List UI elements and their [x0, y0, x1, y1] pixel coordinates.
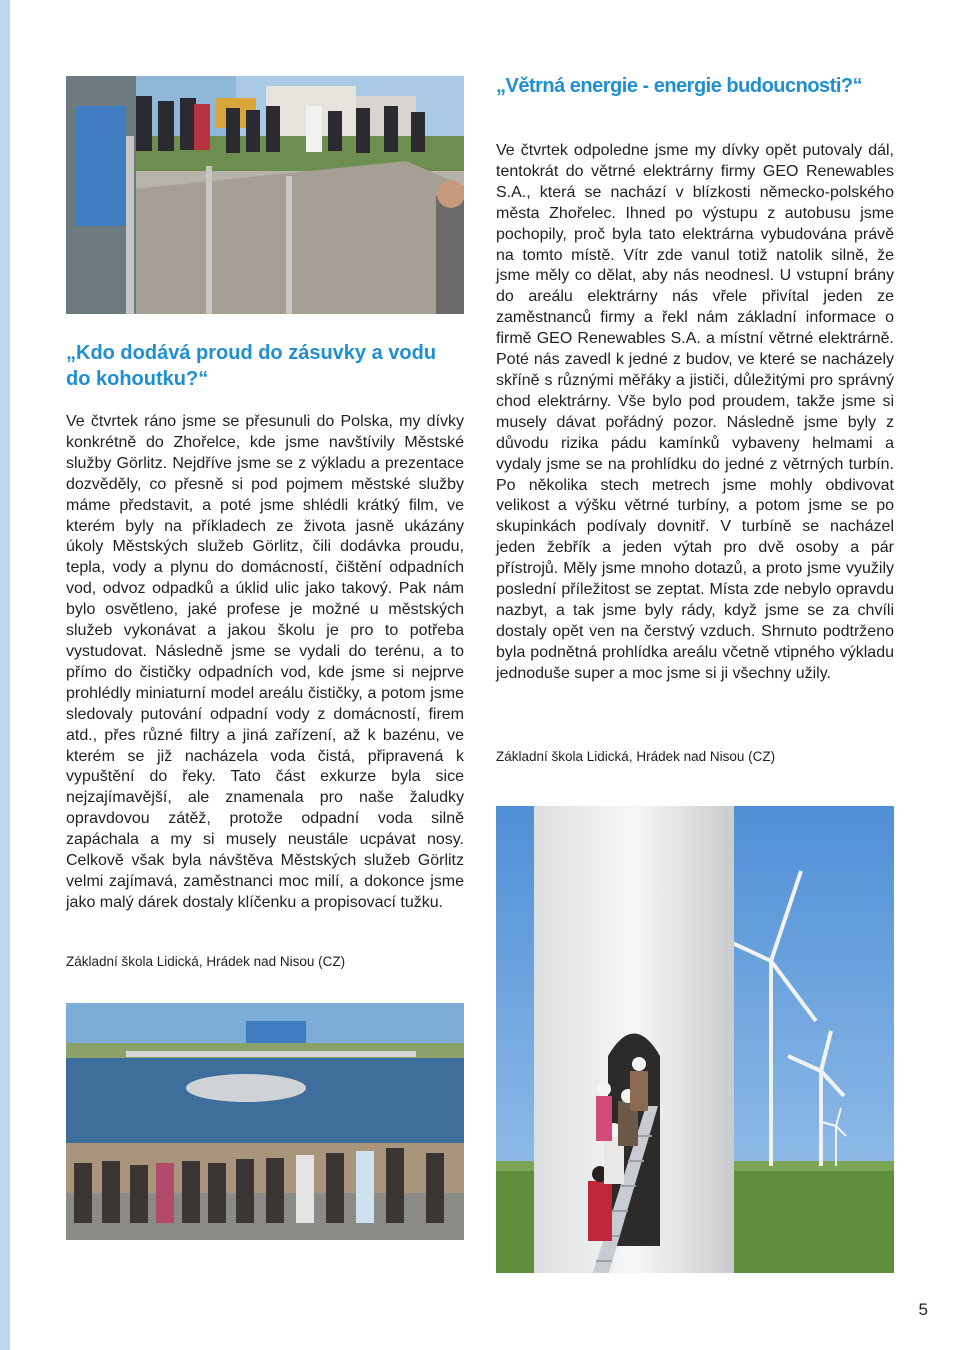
left-article-title: „Kdo dodává proud do zásuvky a vodu do kohoutku?“ [66, 342, 437, 390]
right-article-title: „Větrná energie - energie budoucnosti?“ [496, 75, 863, 97]
right-article-credit: Základní škola Lidická, Hrádek nad Nisou (CZ) [496, 749, 776, 764]
photo-wind-turbine [496, 806, 894, 1273]
left-article-body: Ve čtvrtek ráno jsme se přesunuli do Polska, my dívky konkrétně do Zhořelce, kde jsme navštívily Městské služby Görlitz. Nejdříve jsme se z výkladu a prezentace dozvěděly, co přesně si pod pojmem městské služby máme představit, a poté jsme shlédli krátký film, ve kterém byly na příkladech ze života jasně ukázány úkoly Městských služeb Görlitz, čili dodávka proudu, tepla, vody a plynu do domácností, čištění odpadních vod, odvoz odpadků a úklid ulic jako takový. Pak nám bylo osvětleno, jaké profese je možné u městských služeb vykonávat a jakou školu je pro to potřeba vystudovat. Následně jsme se vydali do terénu, a to přímo do čističky odpadních vod, kde jsme si nejprve prohlédly miniaturní model areálu čističky, a potom jsme sledovaly putování odpadní vody z domácností, firem atd., přes různé filtry a jiná zařízení, až k bazénu, ve kterém se již nacházela voda čistá, připravená k vypuštění do řeky. Tato část exkurze byla sice nejzajímavější, ale znamenala pro naše žaludky opravdovou zátěž, protože odpadní voda silně zapáchala a my si musely neustále ucpávat nosy. Celkově však byla návštěva Městských služeb Görlitz velmi zajímavá, zaměstnanci moc milí, a dokonce jsme jako malý dárek dostaly klíčenku a propisovací tužku. [66, 413, 464, 911]
page [10, 0, 960, 1350]
left-article-credit: Základní škola Lidická, Hrádek nad Nisou (CZ) [66, 954, 346, 969]
photo-clarifier-pool [66, 1003, 464, 1240]
right-article-body: Ve čtvrtek odpoledne jsme my dívky opět putovaly dál, tentokrát do větrné elektrárny firmy GEO Renewables S.A., která se nachází v blízkosti německo-polského města Zhořelec. Ihned po výstupu z autobusu jsme pochopily, proč byla tato elektrárna vybudována právě na tomto místě. Vítr zde vanul totiž natolik silně, že jsme měly co dělat, aby nás neodnesl. U vstupní brány do areálu elektrárny nás vřele přivítal jeden ze zaměstnanců firmy a řekl nám základní informace o firmě GEO Renewables S.A. a místní větrné elektrárně. Poté nás zavedl k jedné z budov, ve které se nacházely skříně s různými měřáky a jističi, důležitými pro správný chod elektrárny. Vše bylo pod proudem, takže jsme si musely dávat pořádný pozor. Následně jsme byly z důvodu rizika pádu kamínků vybaveny helmami a vydaly jsme se na prohlídku do jedné z větrných turbín. Po několika stech metrech jsme mohly obdivovat velikost a výšku větrné turbíny, a potom jsme se po skupinkách podívaly dovnitř. V turbíně se nacházel jeden žebřík a jeden výtah pro dvě osoby a pár přístrojů. Měly jsme mnoho dotazů, a proto jsme využily poslední příležitost se zeptat. Místa zde nebylo opravdu nazbyt, a tak jsme byly rády, když jsme se za chvíli dostaly opět ven na čerstvý vzduch. Shrnuto podtrženo byla podnětná prohlídka areálu včetně vtipného výkladu jednoduše super a moc jsme si ji všechny užily. [496, 142, 894, 682]
page-number: 5 [918, 1300, 928, 1319]
photo-treatment-plant-visit [66, 76, 464, 314]
